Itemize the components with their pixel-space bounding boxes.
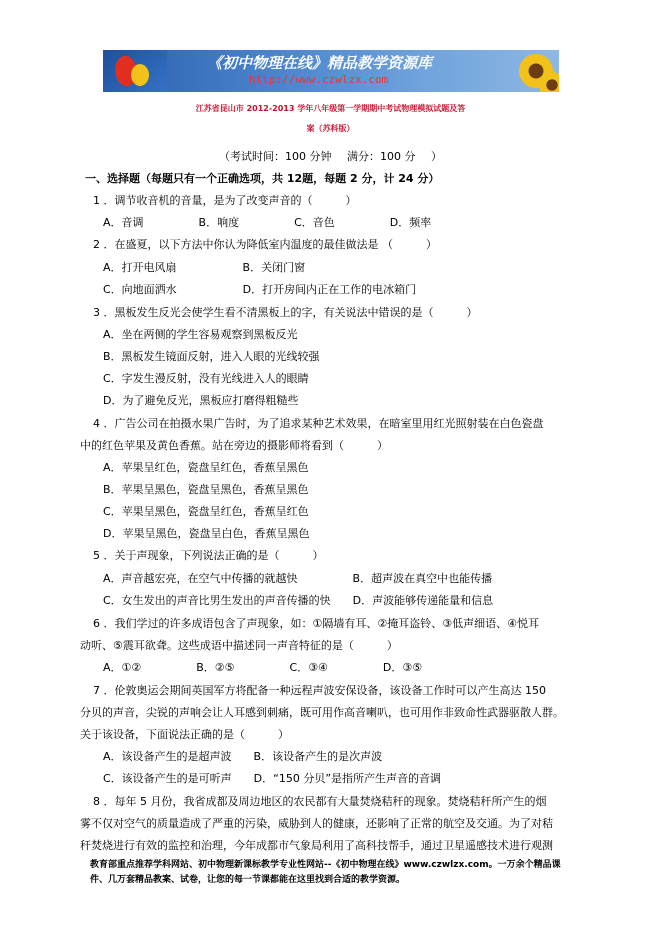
option-line: C．女生发出的声音比男生发出的声音传播的快 D．声波能够传递能量和信息 — [103, 594, 494, 607]
option-line: A．声音越宏亮，在空气中传播的就越快 B．超声波在真空中也能传播 — [103, 572, 493, 585]
question-2: 2 ．在盛夏，以下方法中你认为降低室内温度的最佳做法是 （ ） — [93, 238, 437, 251]
exam-time: （考试时间：100 分钟 — [219, 150, 332, 163]
question-4-cont: 中的红色苹果及黄色香蕉。站在旁边的摄影师将看到（ ） — [80, 439, 388, 452]
option-line: A．打开电风扇 B．关闭门窗 — [103, 261, 306, 274]
banner-title: 《初中物理在线》精品教学资源库 — [207, 54, 433, 72]
options-q1: A．音调 B．响度 C．音色 D．频率 — [103, 216, 432, 229]
option-line: A．坐在两侧的学生容易观察到黑板反光 — [103, 328, 298, 341]
question-1: 1 ．调节收音机的音量，是为了改变声音的（ ） — [93, 194, 357, 207]
question-7: 7 ．伦敦奥运会期间英国军方将配备一种远程声波安保设备，该设备工作时可以产生高达 150 — [93, 684, 546, 697]
question-6-cont: 动听、⑤震耳欲聋。这些成语中描述同一声音特征的是（ ） — [80, 639, 398, 652]
option-line: B．黑板发生镜面反射，进入人眼的光线较强 — [103, 350, 320, 363]
footer-line2: 件、几万套精品教案、试卷，让您的每一节课都能在这里找到合适的教学资源。 — [90, 875, 406, 885]
question-6: 6 ．我们学过的许多成语包含了声现象，如：①隔墙有耳、②掩耳盗铃、③低声细语、④悦耳 — [93, 617, 539, 630]
question-7-cont: 分贝的声音，尖锐的声响会让人耳感到刺痛，既可用作高音喇叭，也可用作非致命性武器驱散人群。 — [80, 706, 564, 719]
option-line: D．为了避免反光，黑板应打磨得粗糙些 — [103, 394, 299, 407]
option-line: C．字发生漫反射，没有光线进入人的眼睛 — [103, 372, 309, 385]
exam-score: 满分：100 分 — [347, 150, 416, 163]
section-heading: 一、选择题（每题只有一个正确选项，共 12题，每题 2 分，计 24 分） — [85, 172, 440, 185]
question-7-cont: 关于该设备，下面说法正确的是（ ） — [80, 728, 289, 741]
option-line: D．苹果呈黑色，瓷盘呈白色，香蕉呈黑色 — [103, 527, 310, 540]
question-8-cont: 秆焚烧进行有效的监控和治理，今年成都市气象局利用了高科技帮手，通过卫星遥感技术进行观测 — [80, 839, 553, 852]
option-line: C．苹果呈黑色，瓷盘呈红色，香蕉呈红色 — [103, 505, 309, 518]
sunflower-icon — [539, 72, 559, 92]
option-line: C．该设备产生的是可听声 D．“150 分贝”是指所产生声音的音调 — [103, 772, 442, 785]
question-8: 8 ．每年 5 月份，我省成都及周边地区的农民都有大量焚烧秸秆的现象。焚烧秸秆所产生的烟 — [93, 795, 547, 808]
option-line: A．苹果呈红色，瓷盘呈红色，香蕉呈黑色 — [103, 461, 309, 474]
option-line: C．向地面洒水 D．打开房间内正在工作的电冰箱门 — [103, 283, 417, 296]
option-line: A．该设备产生的是超声波 B．该设备产生的是次声波 — [103, 750, 383, 763]
question-8-cont: 雾不仅对空气的质量造成了严重的污染，威胁到人的健康，还影响了正常的航空及交通。为了对秸 — [80, 817, 553, 830]
options-q6: A．①② B．②⑤ C．③④ D．③⑤ — [103, 661, 423, 674]
question-5: 5 ．关于声现象，下列说法正确的是（ ） — [93, 549, 324, 562]
footer-line1: 教育部重点推荐学科网站、初中物理新课标教学专业性网站--《初中物理在线》www.czwlzx.com。一万余个精品课 — [90, 860, 561, 870]
site-logo — [103, 50, 167, 92]
page-title-line2: 案（苏科版） — [306, 124, 355, 133]
exam-info — [0, 148, 661, 164]
page-title-line1: 江苏省昆山市 2012-2013 学年八年级第一学期期中考试物理模拟试题及答 — [195, 104, 466, 113]
question-3: 3 ．黑板发生反光会使学生看不清黑板上的字，有关说法中错误的是（ ） — [93, 306, 478, 319]
question-4: 4 ．广告公司在拍摄水果广告时，为了追求某种艺术效果，在暗室里用红光照射装在白色瓷盘 — [93, 417, 544, 430]
header-banner — [103, 50, 559, 92]
banner-url: http://www.czwlzx.com — [249, 73, 389, 86]
exam-info-close: ） — [431, 150, 442, 163]
option-line: B．苹果呈黑色，瓷盘呈黑色，香蕉呈黑色 — [103, 483, 309, 496]
